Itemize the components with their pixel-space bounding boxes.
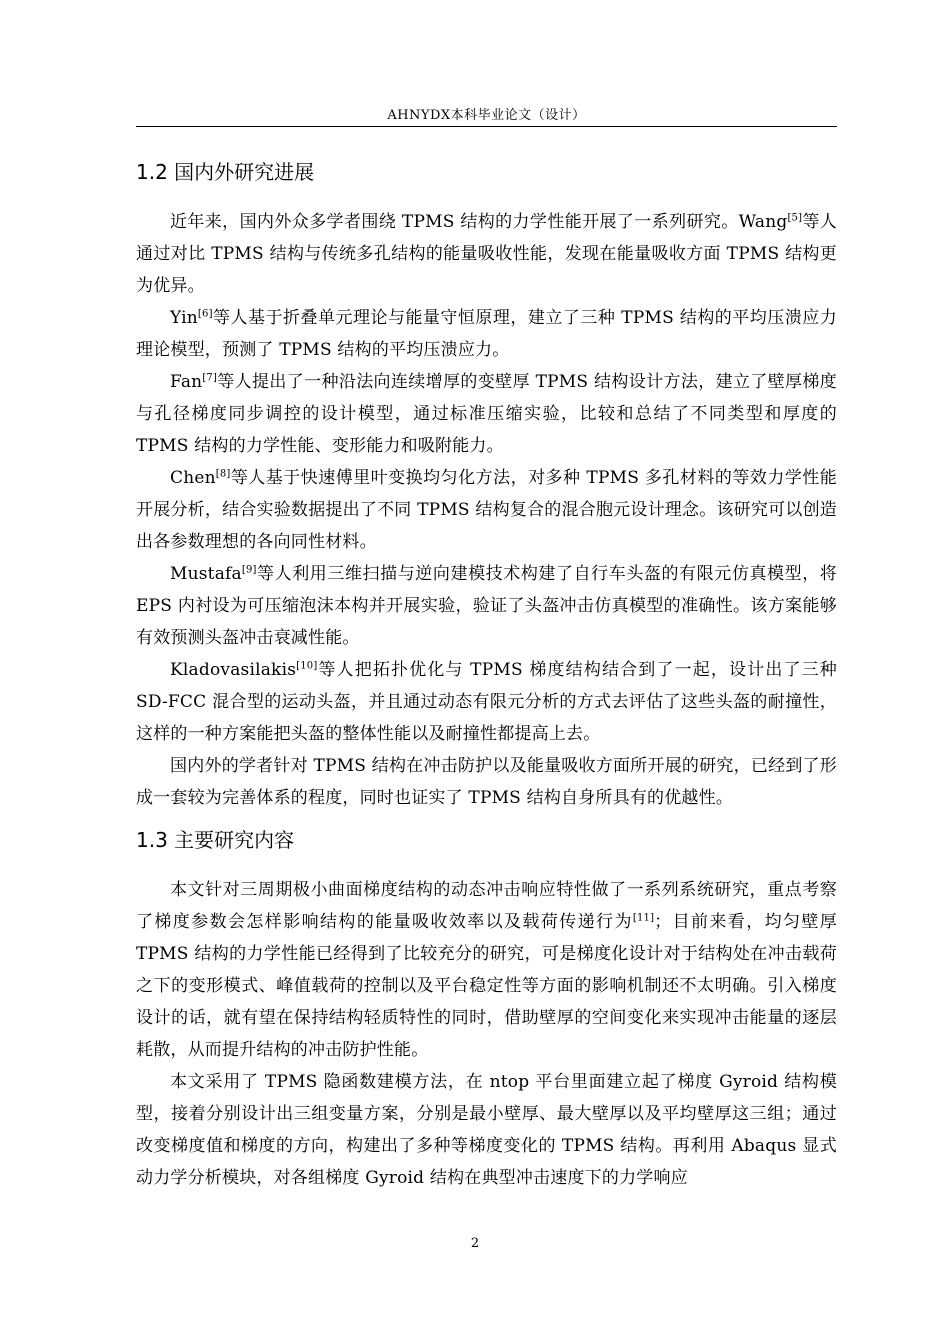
paragraph-text: 等人提出了一种沿法向连续增厚的变壁厚 TPMS 结构设计方法，建立了壁厚梯度与孔径梯度同步调控的设计模型，通过标准压缩实验，比较和总结了不同类型和厚度的 TPMS 结构的力学性能、变形能力和吸附能力。 [136, 372, 837, 456]
page-header: AHNYDX本科毕业论文（设计） [387, 108, 586, 123]
page-number: 2 [470, 1236, 480, 1251]
paragraph [136, 874, 837, 1066]
paragraph [136, 366, 837, 462]
paragraph-text: Kladovasilakis [170, 660, 297, 680]
paragraph-text: 本文采用了 TPMS 隐函数建模方法，在 ntop 平台里面建立起了梯度 Gyroid 结构模型，接着分别设计出三组变量方案，分别是最小壁厚、最大壁厚以及平均壁厚这三组；通过改变梯度值和梯度的方向，构建出了多种等梯度变化的 TPMS 结构。再利用 Abaqus 显式动力学分析模块，对各组梯度 Gyroid 结构在典型冲击速度下的力学响应 [136, 1072, 837, 1188]
section-heading: 1.3 主要研究内容 [136, 828, 295, 852]
paragraph [136, 558, 837, 654]
paragraph-text: 等人基于折叠单元理论与能量守恒原理，建立了三种 TPMS 结构的平均压溃应力理论模型，预测了 TPMS 结构的平均压溃应力。 [136, 308, 837, 360]
paragraph [136, 206, 837, 302]
citation-ref: [7] [202, 372, 218, 384]
paragraph-text: ；目前来看，均匀壁厚 TPMS 结构的力学性能已经得到了比较充分的研究，可是梯度化设计对于结构处在冲击载荷之下的变形模式、峰值载荷的控制以及平台稳定性等方面的影响机制还不太明确。引入梯度设计的话，就有望在保持结构轻质特性的同时，借助壁厚的空间变化来实现冲击能量的逐层耗散，从而提升结构的冲击防护性能。 [136, 912, 838, 1060]
paragraph-text: 等人基于快速傅里叶变换均匀化方法，对多种 TPMS 多孔材料的等效力学性能开展分析，结合实验数据提出了不同 TPMS 结构复合的混合胞元设计理念。该研究可以创造出各参数理想的各向同性材料。 [136, 468, 837, 552]
paragraph-text: 等人利用三维扫描与逆向建模技术构建了自行车头盔的有限元仿真模型，将 EPS 内衬设为可压缩泡沫本构并开展实验，验证了头盔冲击仿真模型的准确性。该方案能够有效预测头盔冲击衰减性能。 [136, 564, 837, 648]
paragraph-text: 等人把拓扑优化与 TPMS 梯度结构结合到了一起，设计出了三种 SD-FCC 混合型的运动头盔，并且通过动态有限元分析的方式去评估了这些头盔的耐撞性，这样的一种方案能把头盔的整体性能以及耐撞性都提高上去。 [136, 660, 837, 744]
paragraph [136, 462, 837, 558]
citation-ref: [6] [197, 308, 213, 320]
paragraph-text: 国内外的学者针对 TPMS 结构在冲击防护以及能量吸收方面所开展的研究，已经到了形成一套较为完善体系的程度，同时也证实了 TPMS 结构自身所具有的优越性。 [136, 756, 837, 808]
section-heading: 1.2 国内外研究进展 [136, 160, 315, 184]
document-body [136, 156, 837, 1194]
paragraph-text: 等人通过对比 TPMS 结构与传统多孔结构的能量吸收性能，发现在能量吸收方面 TPMS 结构更为优异。 [136, 212, 837, 296]
paragraph [136, 654, 837, 750]
paragraph-text: Yin [170, 308, 198, 328]
paragraph-text: Mustafa [170, 564, 242, 584]
paragraph [136, 750, 837, 814]
paragraph-text: 本文针对三周期极小曲面梯度结构的动态冲击响应特性做了一系列系统研究，重点考察了梯度参数会怎样影响结构的能量吸收效率以及载荷传递行为 [136, 880, 837, 932]
paragraph-text: Chen [170, 468, 216, 488]
citation-ref: [10] [296, 660, 318, 672]
citation-ref: [5] [787, 212, 803, 224]
paragraph [136, 302, 837, 366]
paragraph [136, 1066, 837, 1194]
citation-ref: [9] [241, 564, 257, 576]
header-divider [136, 126, 837, 127]
paragraph-text: Fan [170, 372, 203, 392]
paragraph-text: 近年来，国内外众多学者围绕 TPMS 结构的力学性能开展了一系列研究。Wang [170, 212, 788, 232]
citation-ref: [11] [632, 912, 655, 924]
citation-ref: [8] [215, 468, 231, 480]
